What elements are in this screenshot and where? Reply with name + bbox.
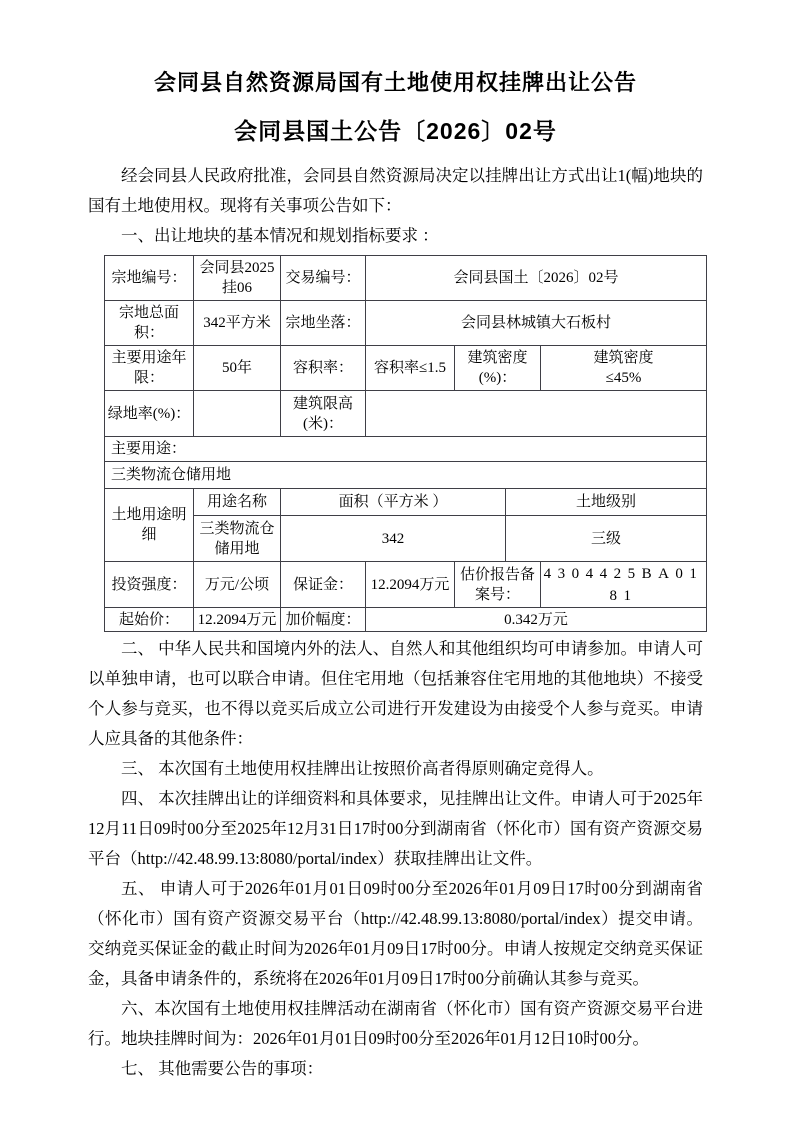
area-header: 面积（平方米 ）: [281, 489, 506, 516]
total-area-value: 342平方米: [194, 301, 281, 346]
green-rate-label: 绿地率(%)：: [105, 391, 194, 437]
table-row-total-area: [105, 301, 707, 346]
land-grade-header: 土地级别: [506, 489, 707, 516]
far-label: 容积率：: [281, 346, 366, 391]
section-2-paragraph: 二、 中华人民共和国境内外的法人、自然人和其他组织均可申请参加。申请人可以单独申请，也可以联合申请。但住宅用地（包括兼容住宅用地的其他地块）不接受个人参与竞买，也不得以竞买后成立公司进行开发建设为由接受个人参与竞买。申请人应具备的其他条件：: [88, 639, 703, 748]
section-7-paragraph: 七、 其他需要公告的事项：: [121, 1059, 324, 1078]
table-row-investment: [105, 562, 707, 608]
section-5-paragraph: 五、 申请人可于2026年01月01日09时00分至2026年01月09日17时00分到湖南省（怀化市）国有资产资源交易平台（http://42.48.99.13:8080/portal/index）提交申请。交纳竞买保证金的截止时间为2026年01月09日17时00分。申请人按规定交纳竞买保证金，具备申请条件的，系统将在2026年01月09日17时00分前确认其参与竞买。: [88, 879, 703, 988]
section-3-paragraph: 三、 本次国有土地使用权挂牌出让按照价高者得原则确定竞得人。: [121, 759, 604, 778]
building-density-value: [541, 346, 707, 391]
table-row-use-detail-value: [105, 516, 707, 562]
start-price-label: 起始价：: [105, 608, 194, 632]
investment-label: 投资强度：: [105, 562, 194, 608]
section-4-paragraph: 四、 本次挂牌出让的详细资料和具体要求，见挂牌出让文件。申请人可于2025年12月11日09时00分至2025年12月31日17时00分到湖南省（怀化市）国有资产资源交易平台（http://42.48.99.13:8080/portal/index）获取挂牌出让文件。: [88, 789, 703, 868]
trade-number-value: 会同县国土〔2026〕02号: [366, 256, 707, 301]
location-label: 宗地坐落：: [281, 301, 366, 346]
start-price-value: 12.2094万元: [194, 608, 281, 632]
land-parcel-table: [104, 255, 707, 632]
far-value: 容积率≤1.5: [366, 346, 455, 391]
table-row-main-use-value: [105, 462, 707, 489]
building-density-text: 建筑密度≤45%: [593, 350, 654, 386]
table-row-use-detail-header: [105, 489, 707, 516]
main-use-value: 三类物流仓储用地: [105, 462, 707, 489]
deposit-label: 保证金：: [281, 562, 366, 608]
appraisal-report-label: 估价报告备案号：: [455, 562, 541, 608]
table-row-parcel-number: [105, 256, 707, 301]
area-value: 342: [281, 516, 506, 562]
land-grade-value: 三级: [506, 516, 707, 562]
use-name-header: 用途名称: [194, 489, 281, 516]
location-value: 会同县林城镇大石板村: [366, 301, 707, 346]
use-term-value: 50年: [194, 346, 281, 391]
increment-label: 加价幅度：: [281, 608, 366, 632]
table-row-main-use-label: [105, 437, 707, 462]
parcel-number-label: 宗地编号：: [105, 256, 194, 301]
deposit-value: 12.2094万元: [366, 562, 455, 608]
use-detail-label: 土地用途明细: [105, 489, 194, 562]
investment-value: 万元/公顷: [194, 562, 281, 608]
parcel-number-value: 会同县2025挂06: [194, 256, 281, 301]
page-title: 会同县自然资源局国有土地使用权挂牌出让公告: [153, 70, 637, 95]
page-subtitle: 会同县国土公告〔2026〕02号: [234, 118, 557, 144]
section-6-paragraph: 六、本次国有土地使用权挂牌活动在湖南省（怀化市）国有资产资源交易平台进行。地块挂牌时间为：2026年01月01日09时00分至2026年01月12日10时00分。: [88, 999, 703, 1048]
document-body: [88, 161, 703, 1084]
table-row-use-term: [105, 346, 707, 391]
appraisal-report-number: 4304425BA0181: [541, 562, 707, 608]
total-area-label: 宗地总面积：: [105, 301, 194, 346]
main-use-label: 主要用途：: [105, 437, 707, 462]
use-term-label: 主要用途年限：: [105, 346, 194, 391]
height-limit-label: 建筑限高(米)：: [281, 391, 366, 437]
increment-value: 0.342万元: [366, 608, 707, 632]
table-row-green-rate: [105, 391, 707, 437]
section-1-heading: 一、出让地块的基本情况和规划指标要求 ：: [121, 226, 439, 245]
intro-paragraph: 经会同县人民政府批准，会同县自然资源局决定以挂牌出让方式出让1(幅)地块的国有土地使用权。现将有关事项公告如下：: [88, 166, 703, 215]
use-name-value: 三类物流仓储用地: [194, 516, 281, 562]
green-rate-value: [194, 391, 281, 437]
table-row-start-price: [105, 608, 707, 632]
building-density-label: 建筑密度(%)：: [455, 346, 541, 391]
trade-number-label: 交易编号：: [281, 256, 366, 301]
height-limit-value: [366, 391, 707, 437]
